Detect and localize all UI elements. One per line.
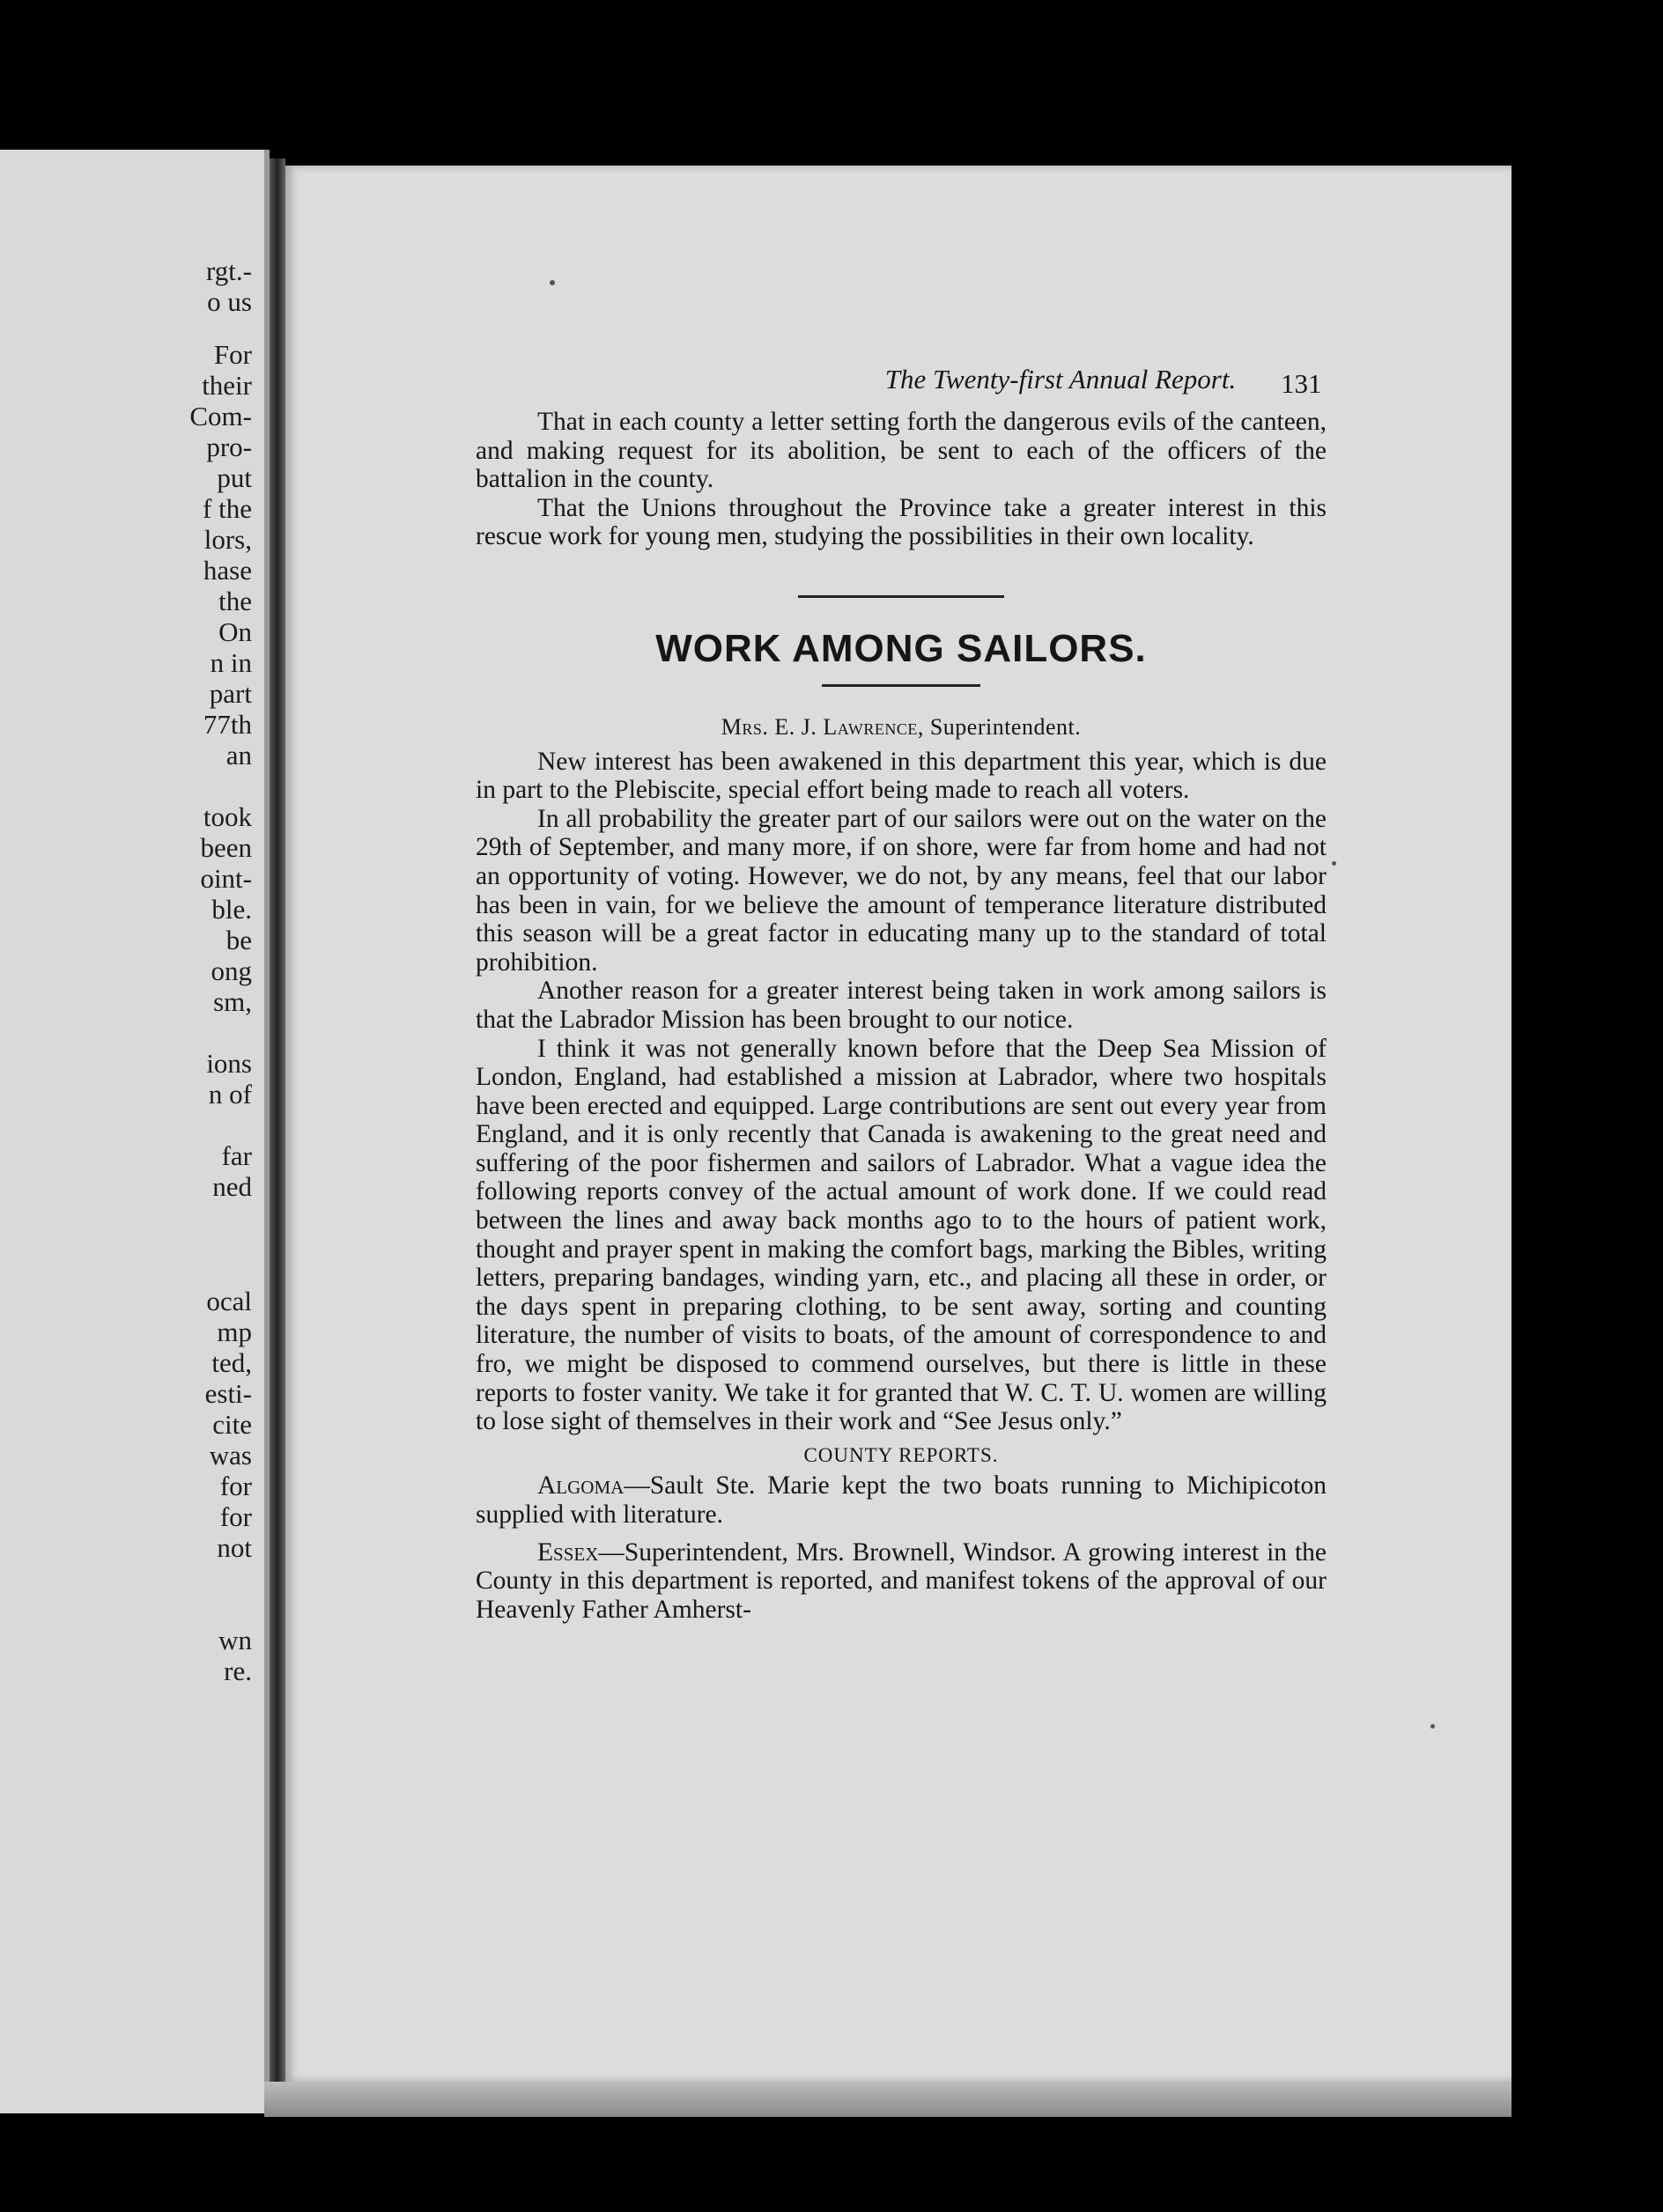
canteen-resolution-paragraph: That in each county a letter setting forth the dangerous evils of the canteen, and making request for its abolition, be sent to each of the officers of the battalion in the county. [476, 408, 1327, 494]
left-page-text-fragment: ong [211, 955, 252, 986]
paper-speck [550, 280, 555, 285]
paper-speck [1332, 861, 1336, 866]
left-page-text-fragment: n of [208, 1079, 252, 1110]
county-report-text: —Sault Ste. Marie kept the two boats running to Michipicoton supplied with literature. [476, 1471, 1327, 1529]
left-page-text-fragment: sm, [213, 986, 252, 1017]
body-paragraph: Another reason for a greater interest being taken in work among sailors is that the Labrador Mission has been brought to our notice. [476, 977, 1327, 1034]
left-page-text-fragment: far [221, 1140, 252, 1171]
left-page-text-fragment: part [209, 678, 252, 709]
running-head: The Twenty-first Annual Report. [884, 364, 1237, 394]
left-page-text-fragment: wn [218, 1625, 252, 1655]
left-page-text-fragment: esti- [204, 1378, 252, 1409]
right-page [285, 166, 1511, 2082]
left-page-text-fragment: ocal [206, 1286, 252, 1316]
left-page-text-fragment: Com- [189, 401, 252, 431]
superintendent-line [476, 713, 1327, 742]
unions-resolution-paragraph: That the Unions throughout the Province take a greater interest in this rescue work for young men, studying the possibilities in their own locality. [476, 493, 1327, 551]
left-page-text-fragment: For [213, 339, 252, 370]
county-report-essex [476, 1538, 1327, 1625]
county-name: Algoma [537, 1471, 625, 1500]
left-page-text-fragment: mp [217, 1316, 252, 1347]
left-page-text-fragment: ble. [211, 894, 252, 925]
paper-speck [1430, 1724, 1435, 1729]
left-page-text-fragment: f the [203, 493, 252, 524]
left-page-text-fragment: not [217, 1532, 252, 1563]
county-reports-heading: COUNTY REPORTS. [803, 1443, 999, 1466]
left-page-text-fragment: for [219, 1501, 252, 1532]
left-page-text-fragment: an [225, 740, 252, 771]
left-page-text-fragment: 77th [203, 709, 252, 740]
section-divider-top [798, 595, 1004, 598]
left-page-text-fragment: re. [224, 1655, 252, 1686]
section-title: WORK AMONG SAILORS. [655, 626, 1147, 670]
county-report-algoma [476, 1471, 1327, 1529]
left-page-text-fragment: ions [206, 1048, 252, 1079]
left-page [0, 150, 270, 2113]
left-page-text-fragment: the [218, 586, 252, 616]
body-paragraph: New interest has been awakened in this department this year, which is due in part to the Plebiscite, special effort being made to reach all voters. [476, 747, 1327, 805]
superintendent-name: Mrs. E. J. Lawrence, [721, 713, 924, 740]
left-page-text-fragment: n in [210, 647, 252, 678]
left-page-text-fragment: lors, [203, 524, 252, 555]
section-divider-bottom [822, 684, 980, 687]
book-gutter [270, 159, 285, 2113]
page-number: 131 [1281, 368, 1322, 399]
page-body [476, 408, 1327, 1624]
left-page-text-fragment: their [202, 370, 252, 401]
left-page-text-fragment: put [217, 462, 252, 493]
body-paragraph: I think it was not generally known before that the Deep Sea Mission of London, England, had established a mission at Labrador, where two hospitals have been erected and equipped. Large contributions are sent out every year from England, and it is only recently that Canada is awakening to the great need and suffering of the poor fishermen and sailors of Labrador. What a vague idea the following reports convey of the actual amount of work done. If we could read between the lines and away back months ago to to the hours of patient work, thought and prayer spent in making the comfort bags, marking the Bibles, writing letters, preparing bandages, winding yarn, etc., and placing all these in order, or the days spent in preparing clothing, to be sent away, sorting and counting literature, the number of visits to boats, of the amount of correspondence to and fro, we might be disposed to commend ourselves, but there is little in these reports to foster vanity. We take it for granted that W. C. T. U. women are willing to lose sight of themselves in their work and “See Jesus only.” [476, 1034, 1327, 1436]
left-page-text-fragment: rgt.- [206, 255, 252, 286]
left-page-text-fragment: be [225, 925, 252, 955]
left-page-text-fragment: was [209, 1440, 252, 1471]
left-page-text-fragment: cite [212, 1409, 252, 1440]
left-page-text-fragment: ted, [211, 1347, 252, 1378]
county-name: Essex [537, 1537, 599, 1567]
page-bottom-edge [264, 2082, 1511, 2117]
left-page-text-fragment: pro- [206, 431, 252, 462]
superintendent-role: Superintendent. [929, 713, 1082, 740]
county-report-text: —Superintendent, Mrs. Brownell, Windsor. A growing interest in the County in this department is reported, and manifest tokens of the approval of our Heavenly Father Amherst- [476, 1537, 1327, 1624]
left-page-text-fragment: hase [203, 555, 252, 586]
left-page-text-fragment: been [200, 832, 252, 863]
left-page-text-fragment: ned [212, 1171, 252, 1202]
left-page-text-fragment: took [203, 801, 252, 832]
left-page-text-fragment: for [219, 1471, 252, 1501]
body-paragraph: In all probability the greater part of our sailors were out on the water on the 29th of September, and many more, if on shore, were far from home and had not an opportunity of voting. However, we do not, by any means, feel that our labor has been in vain, for we believe the amount of temperance literature distributed this season will be a great factor in educating many up to the standard of total prohibition. [476, 804, 1327, 977]
left-page-text-fragment: On [218, 616, 252, 647]
left-page-text-fragment: oint- [200, 863, 252, 894]
left-page-text-fragment: o us [207, 286, 252, 317]
